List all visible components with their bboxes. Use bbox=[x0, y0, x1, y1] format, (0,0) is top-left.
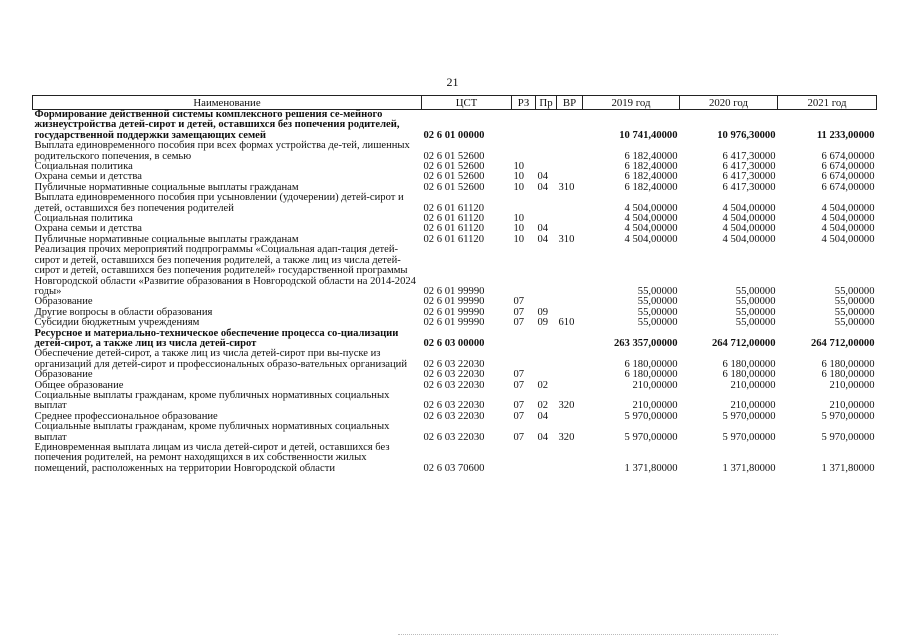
row-cst: 02 6 01 61120 bbox=[423, 202, 485, 214]
row-cst: 02 6 03 22030 bbox=[423, 410, 485, 422]
row-2021: 6 674,00000 bbox=[821, 150, 875, 162]
row-name: Обеспечение детей-сирот, а также лиц из числа детей-сирот при вы-пуске из организаций для детей-сирот и профессиональных образо-вательных организаций bbox=[34, 348, 408, 370]
row-rz: 10 bbox=[513, 161, 525, 173]
row-rz bbox=[512, 443, 536, 474]
footer-divider bbox=[398, 634, 778, 635]
row-2020: 6 417,30000 bbox=[722, 181, 776, 193]
row-pr bbox=[536, 443, 557, 474]
row-name: Формирование действенной системы комплексного решения се-мейного жизнеустройства детей-сирот и детей, оставшихся без попечения родителей, государственной поддержки замещающих семей bbox=[34, 109, 400, 141]
row-2019: 6 182,40000 bbox=[624, 171, 678, 183]
row-2021: 55,00000 bbox=[834, 285, 875, 297]
table-row bbox=[33, 349, 877, 370]
row-2019: 55,00000 bbox=[637, 317, 678, 329]
row-cst: 02 6 03 22030 bbox=[423, 358, 485, 370]
row-2021: 6 180,00000 bbox=[821, 358, 875, 370]
row-2021: 4 504,00000 bbox=[821, 233, 875, 245]
row-2020: 6 417,30000 bbox=[722, 171, 776, 183]
row-2020: 55,00000 bbox=[735, 285, 776, 297]
table-row bbox=[33, 370, 877, 380]
header-2021: 2021 год bbox=[778, 96, 877, 110]
row-name: Выплата единовременного пособия при усыновлении (удочерении) детей-сирот и детей, оставшихся без попечения родителей bbox=[34, 192, 404, 214]
row-cst: 02 6 01 52600 bbox=[423, 161, 485, 173]
row-vr bbox=[557, 381, 583, 391]
row-2021: 4 504,00000 bbox=[821, 223, 875, 235]
row-2020: 55,00000 bbox=[735, 296, 776, 308]
row-pr: 04 bbox=[537, 181, 549, 193]
row-rz bbox=[512, 141, 536, 162]
row-2021: 5 970,00000 bbox=[821, 431, 875, 443]
row-pr: 04 bbox=[537, 410, 549, 422]
row-rz: 07 bbox=[513, 431, 525, 443]
row-2021: 55,00000 bbox=[834, 317, 875, 329]
row-2020: 4 504,00000 bbox=[722, 202, 776, 214]
row-vr: 320 bbox=[558, 400, 575, 412]
page-number: 21 bbox=[446, 75, 459, 89]
row-rz bbox=[512, 193, 536, 214]
row-2019: 55,00000 bbox=[637, 296, 678, 308]
row-rz: 10 bbox=[513, 223, 525, 235]
row-name: Общее образование bbox=[34, 379, 124, 391]
row-name: Единовременная выплата лицам из числа детей-сирот и детей, оставшихся без попечения родителей, на ремонт находящихся в их собственности жилых помещений, расположенных на территории Новгородской области bbox=[34, 442, 390, 474]
table-row bbox=[33, 245, 877, 297]
row-cst: 02 6 01 52600 bbox=[423, 171, 485, 183]
row-name: Реализация прочих мероприятий подпрограммы «Социальная адап-тация детей-сирот и детей, оставшихся без попечения родителей, а также лиц из числа детей-сирот и детей, оставшихся без попечения родителей» государственной программы Новгородской области «Развитие образования в Новгородской области на 2014-2024 годы» bbox=[34, 244, 416, 297]
row-2020: 6 180,00000 bbox=[722, 369, 776, 381]
row-cst: 02 6 01 61120 bbox=[423, 223, 485, 235]
row-2020: 4 504,00000 bbox=[722, 213, 776, 225]
row-cst: 02 6 01 99990 bbox=[423, 306, 485, 318]
row-2019: 55,00000 bbox=[637, 285, 678, 297]
row-rz: 07 bbox=[513, 369, 525, 381]
row-name: Ресурсное и материально-техническое обеспечение процесса со-циализации детей-сирот, а также лиц из числа детей-сирот bbox=[34, 327, 399, 349]
row-rz bbox=[512, 329, 536, 350]
row-name: Образование bbox=[34, 369, 93, 381]
header-name: Наименование bbox=[33, 96, 422, 110]
row-2019: 10 741,40000 bbox=[619, 129, 678, 141]
row-pr bbox=[536, 245, 557, 297]
row-2020: 4 504,00000 bbox=[722, 233, 776, 245]
row-cst: 02 6 01 99990 bbox=[423, 296, 485, 308]
row-name: Образование bbox=[34, 296, 93, 308]
row-2021: 5 970,00000 bbox=[821, 410, 875, 422]
row-rz: 07 bbox=[513, 317, 525, 329]
row-2021: 4 504,00000 bbox=[821, 202, 875, 214]
row-2021: 210,00000 bbox=[829, 400, 875, 412]
row-rz: 07 bbox=[513, 296, 525, 308]
row-pr bbox=[536, 110, 557, 142]
row-2019: 210,00000 bbox=[632, 400, 678, 412]
row-vr bbox=[557, 443, 583, 474]
row-2020: 55,00000 bbox=[735, 317, 776, 329]
row-2021: 210,00000 bbox=[829, 379, 875, 391]
row-2020: 264 712,00000 bbox=[711, 337, 776, 349]
row-rz: 07 bbox=[513, 400, 525, 412]
row-2020: 6 180,00000 bbox=[722, 358, 776, 370]
header-cst: ЦСТ bbox=[422, 96, 512, 110]
row-rz: 10 bbox=[513, 233, 525, 245]
budget-table bbox=[32, 95, 877, 474]
row-name: Социальная политика bbox=[34, 213, 133, 225]
row-2020: 10 976,30000 bbox=[717, 129, 776, 141]
header-2020: 2020 год bbox=[680, 96, 778, 110]
table-row bbox=[33, 318, 877, 328]
row-2021: 264 712,00000 bbox=[810, 337, 875, 349]
row-vr bbox=[557, 297, 583, 307]
row-vr bbox=[557, 193, 583, 214]
row-2019: 6 182,40000 bbox=[624, 161, 678, 173]
header-rz: РЗ bbox=[512, 96, 536, 110]
row-rz: 10 bbox=[513, 213, 525, 225]
row-cst: 02 6 01 99990 bbox=[423, 317, 485, 329]
row-vr bbox=[557, 110, 583, 142]
row-vr bbox=[557, 370, 583, 380]
row-2019: 55,00000 bbox=[637, 306, 678, 318]
row-cst: 02 6 01 52600 bbox=[423, 181, 485, 193]
row-2020: 5 970,00000 bbox=[722, 410, 776, 422]
row-2019: 4 504,00000 bbox=[624, 233, 678, 245]
row-2020: 55,00000 bbox=[735, 306, 776, 318]
row-2019: 1 371,80000 bbox=[624, 462, 678, 474]
row-rz bbox=[512, 349, 536, 370]
row-pr: 09 bbox=[537, 317, 549, 329]
row-2020: 5 970,00000 bbox=[722, 431, 776, 443]
row-2021: 11 233,00000 bbox=[816, 129, 875, 141]
row-pr: 04 bbox=[537, 171, 549, 183]
row-pr: 02 bbox=[537, 400, 549, 412]
row-name: Охрана семьи и детства bbox=[34, 223, 142, 235]
row-cst: 02 6 03 22030 bbox=[423, 369, 485, 381]
row-vr bbox=[557, 162, 583, 172]
row-rz: 10 bbox=[513, 171, 525, 183]
row-cst: 02 6 03 22030 bbox=[423, 400, 485, 412]
row-name: Публичные нормативные социальные выплаты гражданам bbox=[34, 181, 299, 193]
row-vr bbox=[557, 349, 583, 370]
row-2019: 6 180,00000 bbox=[624, 358, 678, 370]
row-name: Субсидии бюджетным учреждениям bbox=[34, 317, 200, 329]
row-2019: 4 504,00000 bbox=[624, 202, 678, 214]
row-pr bbox=[536, 141, 557, 162]
row-rz bbox=[512, 110, 536, 142]
table-row bbox=[33, 391, 877, 412]
row-vr bbox=[557, 245, 583, 297]
row-cst: 02 6 01 61120 bbox=[423, 233, 485, 245]
row-pr: 09 bbox=[537, 306, 549, 318]
row-2019: 5 970,00000 bbox=[624, 410, 678, 422]
row-pr: 04 bbox=[537, 431, 549, 443]
row-name: Публичные нормативные социальные выплаты гражданам bbox=[34, 233, 299, 245]
row-2019: 4 504,00000 bbox=[624, 223, 678, 235]
row-2020: 210,00000 bbox=[730, 400, 776, 412]
row-2019: 6 182,40000 bbox=[624, 150, 678, 162]
row-name: Социальная политика bbox=[34, 161, 133, 173]
row-vr bbox=[557, 329, 583, 350]
row-2020: 4 504,00000 bbox=[722, 223, 776, 235]
row-2021: 6 674,00000 bbox=[821, 171, 875, 183]
row-2020: 6 417,30000 bbox=[722, 161, 776, 173]
table-row-section bbox=[33, 110, 877, 142]
row-2019: 5 970,00000 bbox=[624, 431, 678, 443]
row-2021: 55,00000 bbox=[834, 296, 875, 308]
row-pr bbox=[536, 329, 557, 350]
row-2021: 6 674,00000 bbox=[821, 161, 875, 173]
row-vr bbox=[557, 412, 583, 422]
row-2020: 1 371,80000 bbox=[722, 462, 776, 474]
row-vr: 320 bbox=[558, 431, 575, 443]
table-header-row bbox=[33, 96, 877, 110]
row-2019: 6 180,00000 bbox=[624, 369, 678, 381]
row-pr bbox=[536, 349, 557, 370]
row-2021: 1 371,80000 bbox=[821, 462, 875, 474]
row-pr: 04 bbox=[537, 223, 549, 235]
row-cst: 02 6 03 70600 bbox=[423, 462, 485, 474]
row-cst: 02 6 03 22030 bbox=[423, 379, 485, 391]
row-cst: 02 6 01 00000 bbox=[423, 129, 485, 141]
row-cst: 02 6 01 52600 bbox=[423, 150, 485, 162]
row-vr bbox=[557, 214, 583, 224]
row-rz: 07 bbox=[513, 379, 525, 391]
row-2020: 6 417,30000 bbox=[722, 150, 776, 162]
row-2019: 210,00000 bbox=[632, 379, 678, 391]
row-vr: 610 bbox=[558, 317, 575, 329]
row-2019: 6 182,40000 bbox=[624, 181, 678, 193]
row-2021: 4 504,00000 bbox=[821, 213, 875, 225]
row-cst: 02 6 01 99990 bbox=[423, 285, 485, 297]
row-vr: 310 bbox=[558, 233, 575, 245]
row-name: Социальные выплаты гражданам, кроме публичных нормативных социальных выплат bbox=[34, 389, 390, 412]
row-name: Социальные выплаты гражданам, кроме публичных нормативных социальных выплат bbox=[34, 421, 390, 443]
row-name: Охрана семьи и детства bbox=[34, 171, 142, 183]
row-2020: 210,00000 bbox=[730, 379, 776, 391]
row-2021: 6 180,00000 bbox=[821, 369, 875, 381]
row-pr bbox=[536, 370, 557, 380]
row-pr: 02 bbox=[537, 379, 549, 391]
table-row bbox=[33, 422, 877, 443]
row-2019: 263 357,00000 bbox=[613, 337, 678, 349]
row-cst: 02 6 01 61120 bbox=[423, 213, 485, 225]
row-name: Выплата единовременного пособия при всех формах устройства де-тей, лишенных родительского попечения, в семью bbox=[34, 140, 410, 162]
row-name: Другие вопросы в области образования bbox=[34, 306, 213, 318]
row-rz bbox=[512, 245, 536, 297]
header-pr: Пр bbox=[536, 96, 557, 110]
row-cst: 02 6 03 22030 bbox=[423, 431, 485, 443]
table-row bbox=[33, 443, 877, 474]
row-rz: 07 bbox=[513, 410, 525, 422]
row-cst: 02 6 03 00000 bbox=[423, 337, 485, 349]
table-row bbox=[33, 141, 877, 162]
row-vr bbox=[557, 141, 583, 162]
row-rz: 10 bbox=[513, 181, 525, 193]
row-pr: 04 bbox=[537, 233, 549, 245]
header-vr: ВР bbox=[557, 96, 583, 110]
row-rz: 07 bbox=[513, 306, 525, 318]
row-2021: 6 674,00000 bbox=[821, 181, 875, 193]
row-2021: 55,00000 bbox=[834, 306, 875, 318]
row-2019: 4 504,00000 bbox=[624, 213, 678, 225]
row-name: Среднее профессиональное образование bbox=[34, 410, 218, 422]
row-pr bbox=[536, 193, 557, 214]
table-row-section bbox=[33, 329, 877, 350]
header-2019: 2019 год bbox=[583, 96, 680, 110]
table-row bbox=[33, 193, 877, 214]
row-vr: 310 bbox=[558, 181, 575, 193]
